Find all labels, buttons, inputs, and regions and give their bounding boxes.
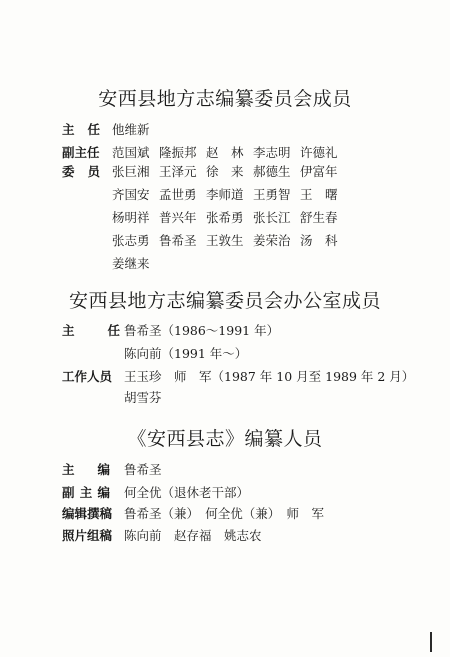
editors-deputy-label: 副 主 编 [62, 485, 110, 500]
office-director-label: 主 任 [62, 323, 120, 338]
office-director-entry: 陈向前（1991 年～） [124, 346, 248, 361]
members-names-5 [112, 254, 159, 274]
member-name: 齐国安 [112, 187, 150, 202]
member-name: 王勇智 [253, 187, 291, 202]
member-name: 姜荣治 [253, 233, 291, 248]
member-name: 徐 来 [206, 164, 244, 179]
editors-photo-names: 陈向前 赵存福 姚志农 [124, 528, 262, 543]
committee-deputy-names [112, 143, 347, 163]
deputy-name: 许德礼 [300, 145, 338, 160]
committee-title: 安西县地方志编纂委员会成员 [98, 88, 352, 110]
members-names-4 [112, 231, 347, 251]
committee-director-name: 他维新 [112, 122, 150, 137]
member-name: 张长江 [253, 210, 291, 225]
margin-mark [430, 632, 432, 652]
member-name: 姜继来 [112, 256, 150, 271]
deputy-name: 隆振邦 [159, 145, 197, 160]
deputy-name: 范国斌 [112, 145, 150, 160]
committee-members-label: 委 员 [62, 164, 100, 179]
editors-photo-label: 照片组稿 [62, 528, 113, 543]
member-name: 张希勇 [206, 210, 244, 225]
member-name: 普兴年 [159, 210, 197, 225]
member-name: 郝德生 [253, 164, 291, 179]
committee-director-label: 主 任 [62, 122, 100, 137]
editors-deputy-name: 何全优（退休老干部） [124, 485, 250, 500]
office-title: 安西县地方志编纂委员会办公室成员 [68, 290, 381, 312]
member-name: 舒生春 [300, 210, 338, 225]
member-name: 王敦生 [206, 233, 244, 248]
member-name: 王 曙 [300, 187, 338, 202]
member-name: 汤 科 [300, 233, 338, 248]
office-director-entry: 鲁希圣（1986～1991 年） [124, 323, 280, 338]
member-name: 孟世勇 [159, 187, 197, 202]
members-names-3 [112, 208, 347, 228]
office-staff-entry: 胡雪芬 [124, 390, 162, 405]
editors-writers-label: 编辑撰稿 [62, 506, 113, 521]
member-name: 伊富年 [300, 164, 338, 179]
editors-chief-label: 主 编 [62, 462, 110, 477]
member-name: 张巨湘 [112, 164, 150, 179]
editors-writers-names: 鲁希圣（兼） 何全优（兼） 师 军 [124, 506, 325, 521]
editors-title: 《安西县志》编纂人员 [127, 428, 323, 450]
editors-chief-name: 鲁希圣 [124, 462, 162, 477]
office-staff-label: 工作人员 [62, 369, 113, 384]
member-name: 杨明祥 [112, 210, 150, 225]
member-name: 鲁希圣 [159, 233, 197, 248]
member-name: 李师道 [206, 187, 244, 202]
office-staff-entry: 王玉珍 师 军（1987 年 10 月至 1989 年 2 月） [124, 369, 415, 384]
deputy-name: 李志明 [253, 145, 291, 160]
members-names-2 [112, 185, 347, 205]
deputy-name: 赵 林 [206, 145, 244, 160]
members-names-1 [112, 162, 347, 182]
member-name: 王泽元 [159, 164, 197, 179]
committee-deputy-label: 副主任 [62, 145, 100, 160]
member-name: 张志勇 [112, 233, 150, 248]
